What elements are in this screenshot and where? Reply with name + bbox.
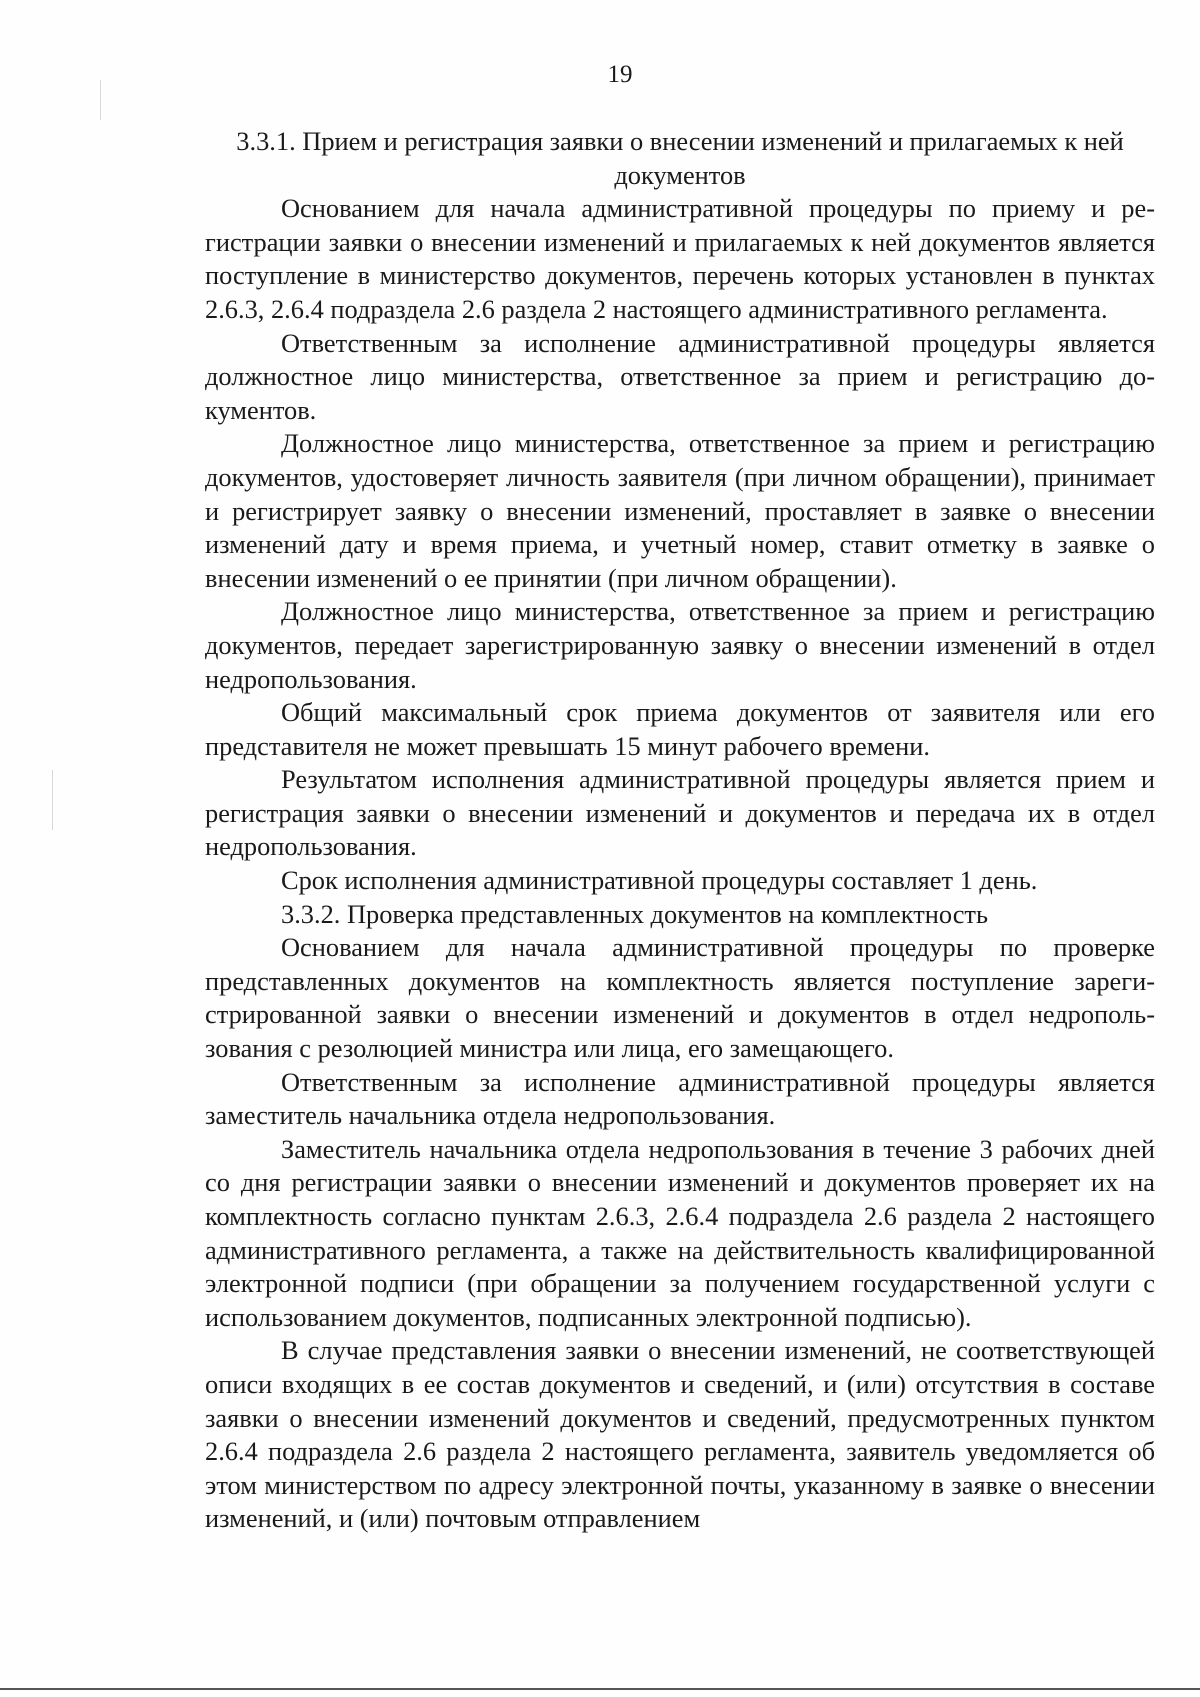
paragraph-3: Должностное лицо министерства, ответственное за прием и регистрацию документов, удостоверяет личность заявителя (при личном обращении), принимает и регистрирует заявку о внесении изменений, проставляет в заявке о внесении изменений дату и время приема, и учетный номер, ставит отметку в заявке о внесении изменений о ее принятии (при личном обращении).: [205, 428, 1155, 593]
document-body: [205, 125, 1155, 1536]
scan-edge-mark: [52, 770, 53, 830]
paragraph-2: Ответственным за исполнение административной процедуры является должностное лицо министерства, ответственное за прием и регистрацию документов.: [205, 327, 1155, 425]
paragraph-10: Заместитель начальника отдела недропользования в течение 3 рабочих дней со дня регистрации заявки о внесении изменений и документов проверяет их на комплектность согласно пунктам 2.6.3, 2.6.4 подраздела 2.6 раздела 2 настоящего административного регламента, а также на действительность квалифицированной электронной подписи (при обращении за получением государственной услуги с использованием документов, подписанных электронной подписью).: [205, 1133, 1155, 1332]
paragraph-1: Основанием для начала административной процедуры по приему и регистрации заявки о внесении изменений и прилагаемых к ней документов является поступление в министерство документов, перечень которых установлен в пунктах 2.6.3, 2.6.4 подраздела 2.6 раздела 2 настоящего административного регламента.: [205, 193, 1155, 324]
paragraph-4: Должностное лицо министерства, ответственное за прием и регистрацию документов, передает зарегистрированную заявку о внесении изменений в отдел недропользования.: [205, 596, 1155, 694]
scan-edge-mark: [100, 80, 101, 120]
paragraph-8: Основанием для начала административной процедуры по проверке представленных документов на комплектность является поступление зарегистрированной заявки о внесении изменений и документов в отдел недропользования с резолюцией министра или лица, его замещающего.: [205, 932, 1155, 1064]
paragraph-5: Общий максимальный срок приема документов от заявителя или его представителя не может превышать 15 минут рабочего времени.: [205, 697, 1155, 761]
paragraph-9: Ответственным за исполнение административной процедуры является заместитель начальника отдела недропользования.: [205, 1066, 1155, 1131]
section-heading-3-3-1: 3.3.1. Прием и регистрация заявки о внесении изменений и прилагаемых к ней документов: [236, 126, 1124, 190]
paragraph-7: Срок исполнения административной процедуры составляет 1 день.: [281, 865, 1038, 896]
section-heading-3-3-2: 3.3.2. Проверка представленных документов на комплектность: [281, 898, 989, 929]
page-number: 19: [607, 61, 633, 88]
paragraph-6: Результатом исполнения административной процедуры является прием и регистрация заявки о внесении изменений и документов и передача их в отдел недропользования.: [205, 764, 1155, 862]
scan-bottom-edge: [0, 1688, 1200, 1690]
paragraph-11: В случае представления заявки о внесении изменений, не соответствующей описи входящих в ее состав документов и сведений, и (или) отсутствия в составе заявки о внесении изменений документов и сведений, предусмотренных пунктом 2.6.4 подраздела 2.6 раздела 2 настоящего регламента, заявитель уведомляется об этом министерством по адресу электронной почты, указанному в заявке о внесении изменений, и (или) почтовым отправлением: [205, 1335, 1155, 1534]
